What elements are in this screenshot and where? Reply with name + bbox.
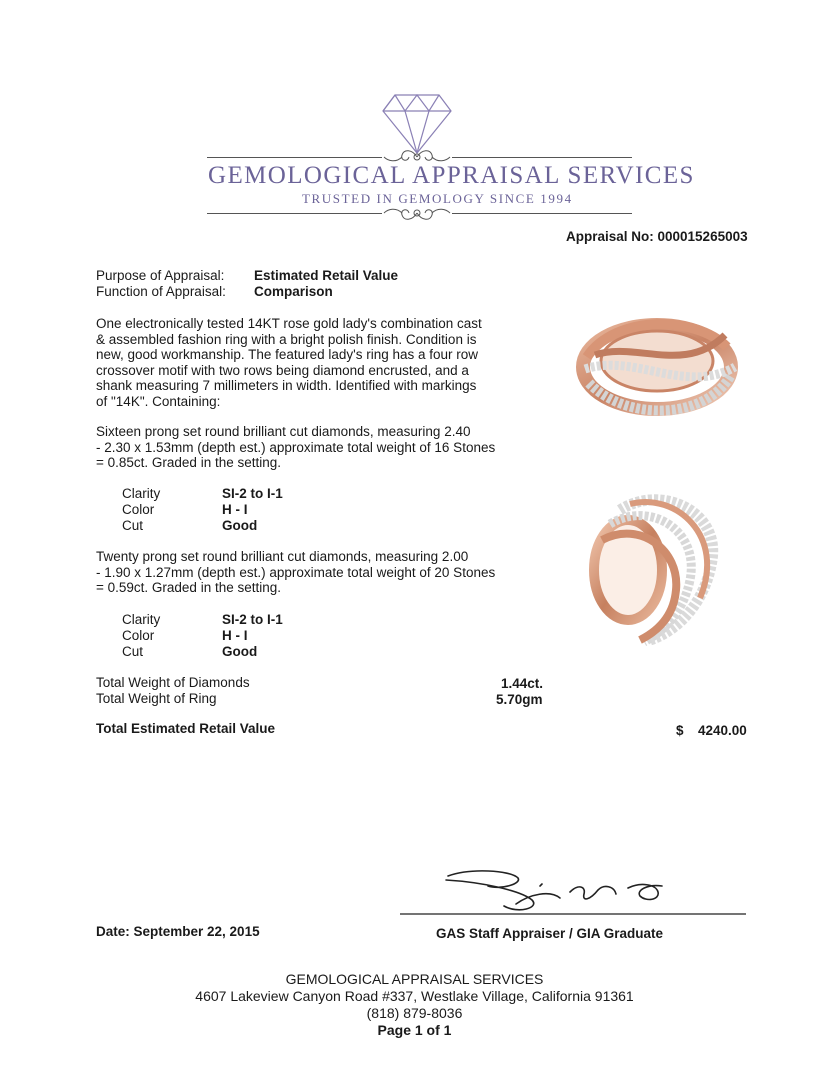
color-label: Color bbox=[122, 628, 155, 643]
appraiser-signature bbox=[400, 864, 750, 922]
description-paragraph bbox=[96, 316, 482, 410]
description-line: shank measuring 7 millimeters in width. Identified with markings bbox=[96, 378, 477, 394]
diamond-line: Sixteen prong set round brilliant cut diamonds, measuring 2.40 bbox=[96, 424, 471, 439]
color-value: H - I bbox=[222, 628, 248, 643]
clarity-value: SI-2 to I-1 bbox=[222, 486, 283, 501]
cut-value: Good bbox=[222, 518, 258, 533]
purpose-value: Estimated Retail Value bbox=[254, 268, 399, 283]
color-value: H - I bbox=[222, 502, 248, 517]
ring-photo-bottom bbox=[580, 480, 730, 650]
color-label: Color bbox=[122, 502, 155, 517]
diamond-line: Twenty prong set round brilliant cut diamonds, measuring 2.00 bbox=[96, 549, 469, 564]
description-line: crossover motif with two rows being diamond encrusted, and a bbox=[96, 362, 469, 378]
diamond-line: = 0.59ct. Graded in the setting. bbox=[96, 580, 281, 596]
clarity-value: SI-2 to I-1 bbox=[222, 612, 283, 627]
company-tagline: TRUSTED IN GEMOLOGY SINCE 1994 bbox=[302, 191, 573, 206]
cut-label: Cut bbox=[122, 644, 144, 659]
currency-symbol: $ bbox=[676, 723, 684, 738]
function-label: Function of Appraisal: bbox=[96, 284, 226, 299]
total-retail-value: 4240.00 bbox=[698, 723, 747, 738]
description-line: of "14K". Containing: bbox=[96, 393, 221, 409]
clarity-label: Clarity bbox=[122, 486, 161, 501]
cut-value: Good bbox=[222, 644, 258, 659]
clarity-label: Clarity bbox=[122, 612, 161, 627]
function-value: Comparison bbox=[254, 284, 333, 299]
ornament-bottom-icon bbox=[382, 203, 452, 225]
purpose-label: Purpose of Appraisal: bbox=[96, 268, 225, 283]
diamond-line: - 2.30 x 1.53mm (depth est.) approximate total weight of 16 Stones bbox=[96, 439, 496, 455]
description-line: One electronically tested 14KT rose gold lady's combination cast bbox=[96, 316, 482, 331]
footer-company: GEMOLOGICAL APPRAISAL SERVICES bbox=[285, 971, 544, 987]
diamond-group-2-description bbox=[96, 549, 495, 596]
total-ring-value: 5.70gm bbox=[496, 692, 543, 707]
total-retail-label: Total Estimated Retail Value bbox=[96, 721, 276, 736]
appraisal-number: Appraisal No: 000015265003 bbox=[566, 229, 748, 244]
ring-photo-top bbox=[575, 295, 745, 425]
total-ring-label: Total Weight of Ring bbox=[96, 691, 217, 706]
page-number: Page 1 of 1 bbox=[377, 1022, 452, 1038]
appraiser-title: GAS Staff Appraiser / GIA Graduate bbox=[436, 926, 664, 941]
description-line: new, good workmanship. The featured lady's ring has a four row bbox=[96, 347, 479, 363]
diamond-group-1-description bbox=[96, 424, 495, 471]
company-logo-title: GEMOLOGICAL APPRAISAL SERVICES bbox=[208, 162, 695, 189]
total-diamonds-value: 1.44ct. bbox=[501, 676, 544, 691]
description-line: & assembled fashion ring with a bright polish finish. Condition is bbox=[96, 331, 477, 347]
cut-label: Cut bbox=[122, 518, 144, 533]
total-diamonds-label: Total Weight of Diamonds bbox=[96, 675, 250, 690]
diamond-line: = 0.85ct. Graded in the setting. bbox=[96, 455, 281, 471]
footer-address: 4607 Lakeview Canyon Road #337, Westlake Village, California 91361 bbox=[195, 988, 634, 1004]
footer-phone: (818) 879-8036 bbox=[366, 1005, 463, 1021]
appraisal-date: Date: September 22, 2015 bbox=[96, 924, 260, 939]
diamond-line: - 1.90 x 1.27mm (depth est.) approximate total weight of 20 Stones bbox=[96, 564, 496, 580]
